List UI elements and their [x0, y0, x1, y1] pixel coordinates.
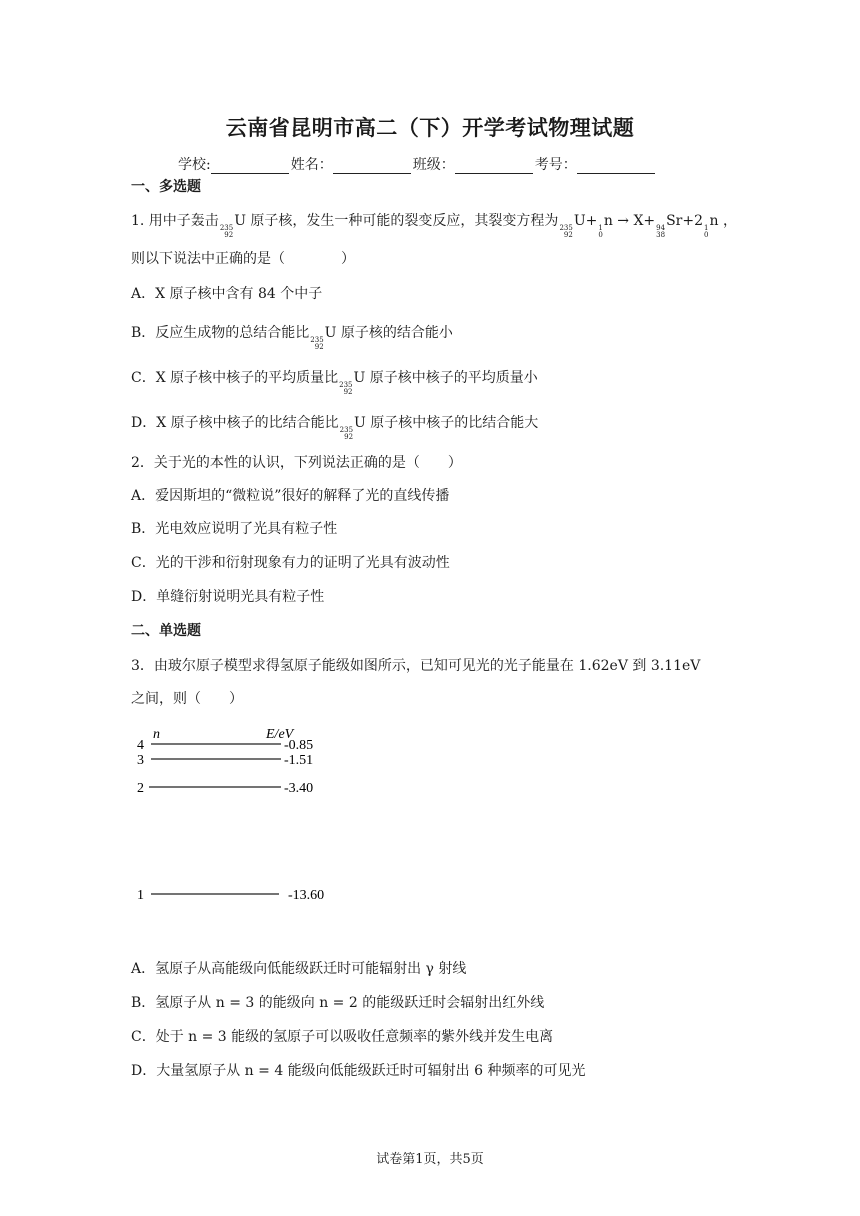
- q1-stem-text: U 原子核，发生一种可能的裂变反应，其裂变方程为: [234, 213, 559, 229]
- school-label: 学校:: [178, 157, 211, 173]
- option-text: U 原子核中核子的比结合能大: [354, 415, 539, 431]
- page-footer: 试卷第1页，共5页: [376, 1152, 484, 1167]
- level-1-energy: -13.60: [288, 888, 325, 903]
- nuclide-sr94: [656, 225, 665, 239]
- mass-number: 235: [339, 381, 353, 389]
- name-blank: [333, 159, 411, 174]
- charge-number: 92: [563, 231, 573, 239]
- option-text: U 原子核中核子的平均质量小: [353, 370, 538, 386]
- q2-option-b: B．光电效应说明了光具有粒子性: [131, 521, 338, 537]
- charge-number: 92: [343, 388, 353, 396]
- equation-text: U+: [573, 213, 598, 229]
- mass-number: 1: [598, 224, 603, 232]
- page-title: 云南省昆明市高二（下）开学考试物理试题: [225, 116, 635, 140]
- charge-number: 92: [314, 343, 324, 351]
- q1-option-c: [131, 367, 538, 396]
- class-label: 班级：: [412, 157, 455, 173]
- mass-number: 235: [559, 224, 573, 232]
- q1-option-d: [131, 412, 538, 441]
- mass-number: 94: [656, 224, 666, 232]
- charge-number: 0: [598, 231, 603, 239]
- charge-number: 0: [704, 231, 709, 239]
- class-blank: [455, 159, 533, 174]
- q3-stem-line1: 3．由玻尔原子模型求得氢原子能级如图所示，已知可见光的光子能量在 1.62eV 到 3.11eV: [131, 658, 701, 674]
- q1-stem-line2: 则以下说法中正确的是（ ）: [131, 251, 355, 267]
- option-text: D．X 原子核中核子的比结合能比: [131, 415, 339, 431]
- level-1-n: 1: [137, 888, 144, 903]
- q3-option-b: B．氢原子从 n = 3 的能级向 n = 2 的能级跃迁时会辐射出红外线: [131, 995, 545, 1011]
- charge-number: 38: [656, 231, 666, 239]
- n-axis-label: n: [153, 727, 160, 742]
- level-3-energy: -1.51: [284, 753, 314, 768]
- level-2-energy: -3.40: [284, 781, 314, 796]
- q1-stem-text: 1. 用中子轰击: [131, 213, 219, 229]
- nuclide-u235: [310, 337, 323, 351]
- q3-option-d: D．大量氢原子从 n = 4 能级向低能级跃迁时可辐射出 6 种频率的可见光: [131, 1063, 586, 1079]
- nuclide-u235: [559, 225, 572, 239]
- level-4-energy: -0.85: [284, 738, 314, 753]
- nuclide-u235: [339, 382, 352, 396]
- exam-no-blank: [577, 159, 655, 174]
- equation-text: n ，: [709, 213, 737, 229]
- mass-number: 235: [310, 336, 324, 344]
- q1-stem: [131, 210, 737, 239]
- equation-text: n → X+: [603, 213, 656, 229]
- q2-option-c: C．光的干涉和衍射现象有力的证明了光具有波动性: [131, 555, 450, 571]
- q1-option-b: [131, 322, 453, 351]
- q3-option-a: A．氢原子从高能级向低能级跃迁时可能辐射出 γ 射线: [131, 961, 467, 977]
- mass-number: 235: [219, 224, 234, 232]
- name-label: 姓名：: [290, 157, 333, 173]
- nuclide-u235: [340, 427, 353, 441]
- equation-text: Sr+2: [666, 213, 704, 229]
- nuclide-neutron: [704, 225, 708, 239]
- q2-option-a: A．爱因斯坦的“微粒说”很好的解释了光的直线传播: [131, 488, 450, 504]
- section-multiple-choice: 一、多选题: [131, 179, 201, 195]
- section-single-choice: 二、单选题: [131, 623, 201, 639]
- q1-option-a: A．X 原子核中含有 84 个中子: [131, 286, 323, 302]
- level-3-n: 3: [137, 753, 144, 768]
- option-text: B．反应生成物的总结合能比: [131, 325, 310, 341]
- energy-axis-label: E/eV: [266, 727, 294, 742]
- energy-level-diagram: [131, 722, 391, 912]
- student-info-line: [178, 154, 657, 174]
- q3-stem-line2: 之间，则（ ）: [131, 691, 243, 707]
- mass-number: 235: [339, 426, 354, 434]
- charge-number: 92: [344, 433, 354, 441]
- exam-no-label: 考号：: [534, 157, 577, 173]
- nuclide-u235: [220, 225, 233, 239]
- nuclide-neutron: [598, 225, 602, 239]
- q2-option-d: D．单缝衍射说明光具有粒子性: [131, 589, 325, 605]
- mass-number: 1: [704, 224, 709, 232]
- q2-stem: 2．关于光的本性的认识，下列说法正确的是（ ）: [131, 455, 462, 471]
- q3-option-c: C．处于 n = 3 能级的氢原子可以吸收任意频率的紫外线并发生电离: [131, 1029, 554, 1045]
- option-text: U 原子核的结合能小: [324, 325, 453, 341]
- option-text: C．X 原子核中核子的平均质量比: [131, 370, 339, 386]
- school-blank: [211, 159, 289, 174]
- level-2-n: 2: [137, 781, 144, 796]
- charge-number: 92: [224, 231, 234, 239]
- level-4-n: 4: [137, 738, 144, 753]
